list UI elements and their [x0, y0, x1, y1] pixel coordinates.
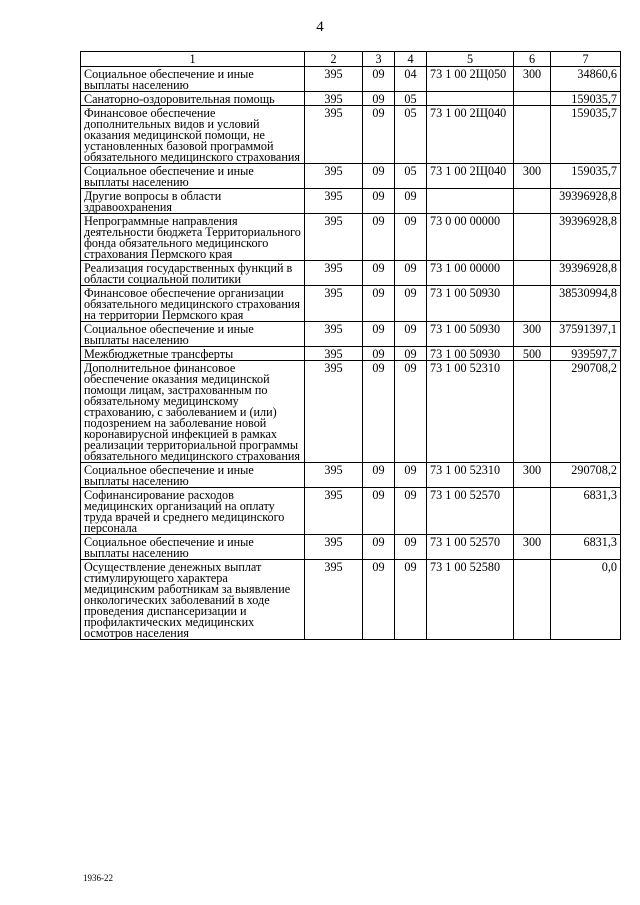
cell-subsection-code: 05 — [395, 164, 427, 189]
cell-section-code: 09 — [363, 560, 395, 640]
header-cell-sum: 7 — [551, 52, 621, 67]
cell-name: Софинансирование расходов медицинских организаций на оплату труда врачей и среднего медицинского персонала — [81, 488, 305, 535]
cell-grbs-code: 395 — [305, 488, 363, 535]
table-row — [81, 106, 621, 164]
table-row — [81, 214, 621, 261]
cell-grbs-code: 395 — [305, 92, 363, 106]
cell-amount: 939597,7 — [551, 347, 621, 361]
cell-amount: 6831,3 — [551, 488, 621, 535]
cell-target-article-code — [427, 189, 514, 214]
budget-table — [80, 51, 621, 640]
table-row — [81, 560, 621, 640]
table-row — [81, 322, 621, 347]
cell-expense-type-code: 500 — [514, 347, 551, 361]
cell-subsection-code: 09 — [395, 322, 427, 347]
cell-grbs-code: 395 — [305, 67, 363, 92]
table-row — [81, 92, 621, 106]
cell-target-article-code: 73 1 00 00000 — [427, 261, 514, 286]
cell-expense-type-code: 300 — [514, 164, 551, 189]
cell-target-article-code: 73 1 00 52310 — [427, 463, 514, 488]
cell-expense-type-code — [514, 106, 551, 164]
cell-section-code: 09 — [363, 286, 395, 322]
cell-expense-type-code — [514, 92, 551, 106]
cell-grbs-code: 395 — [305, 361, 363, 463]
header-row — [81, 52, 621, 67]
cell-subsection-code: 09 — [395, 560, 427, 640]
header-cell-csr: 5 — [427, 52, 514, 67]
cell-expense-type-code — [514, 488, 551, 535]
cell-subsection-code: 09 — [395, 488, 427, 535]
header-cell-name: 1 — [81, 52, 305, 67]
cell-grbs-code: 395 — [305, 347, 363, 361]
table-row — [81, 261, 621, 286]
cell-name: Санаторно-оздоровительная помощь — [81, 92, 305, 106]
cell-section-code: 09 — [363, 361, 395, 463]
cell-section-code: 09 — [363, 214, 395, 261]
cell-target-article-code — [427, 92, 514, 106]
cell-name: Реализация государственных функций в области социальной политики — [81, 261, 305, 286]
cell-amount: 290708,2 — [551, 463, 621, 488]
cell-amount: 39396928,8 — [551, 214, 621, 261]
cell-grbs-code: 395 — [305, 286, 363, 322]
cell-amount: 38530994,8 — [551, 286, 621, 322]
cell-target-article-code: 73 1 00 2Щ040 — [427, 164, 514, 189]
cell-amount: 159035,7 — [551, 92, 621, 106]
cell-section-code: 09 — [363, 67, 395, 92]
cell-amount: 34860,6 — [551, 67, 621, 92]
cell-expense-type-code — [514, 286, 551, 322]
cell-target-article-code: 73 1 00 50930 — [427, 347, 514, 361]
cell-target-article-code: 73 1 00 2Щ040 — [427, 106, 514, 164]
cell-amount: 37591397,1 — [551, 322, 621, 347]
cell-expense-type-code: 300 — [514, 535, 551, 560]
cell-section-code: 09 — [363, 164, 395, 189]
cell-expense-type-code — [514, 261, 551, 286]
cell-target-article-code: 73 1 00 52310 — [427, 361, 514, 463]
table-row — [81, 189, 621, 214]
cell-section-code: 09 — [363, 488, 395, 535]
cell-subsection-code: 09 — [395, 261, 427, 286]
cell-section-code: 09 — [363, 322, 395, 347]
cell-name: Финансовое обеспечение дополнительных видов и условий оказания медицинской помощи, не установленных базовой программой обязательного медицинского страхования — [81, 106, 305, 164]
table-row — [81, 488, 621, 535]
cell-name: Непрограммные направления деятельности бюджета Территориального фонда обязательного медицинского страхования Пермского края — [81, 214, 305, 261]
cell-section-code: 09 — [363, 347, 395, 361]
table-row — [81, 361, 621, 463]
cell-subsection-code: 09 — [395, 463, 427, 488]
table-row — [81, 164, 621, 189]
cell-target-article-code: 73 1 00 50930 — [427, 286, 514, 322]
cell-subsection-code: 09 — [395, 361, 427, 463]
header-cell-rz: 3 — [363, 52, 395, 67]
cell-grbs-code: 395 — [305, 189, 363, 214]
cell-expense-type-code — [514, 361, 551, 463]
cell-grbs-code: 395 — [305, 164, 363, 189]
cell-name: Осуществление денежных выплат стимулирующего характера медицинским работникам за выявление онкологических заболеваний в ходе проведения диспансеризации и профилактических медицинских осмотров населения — [81, 560, 305, 640]
cell-amount: 6831,3 — [551, 535, 621, 560]
cell-subsection-code: 05 — [395, 92, 427, 106]
cell-name: Финансовое обеспечение организации обязательного медицинского страхования на территории Пермского края — [81, 286, 305, 322]
cell-section-code: 09 — [363, 106, 395, 164]
table-row — [81, 463, 621, 488]
cell-grbs-code: 395 — [305, 322, 363, 347]
table-row — [81, 67, 621, 92]
cell-amount: 159035,7 — [551, 164, 621, 189]
cell-expense-type-code: 300 — [514, 322, 551, 347]
cell-grbs-code: 395 — [305, 535, 363, 560]
header-cell-grbs: 2 — [305, 52, 363, 67]
cell-grbs-code: 395 — [305, 463, 363, 488]
table-row — [81, 347, 621, 361]
cell-section-code: 09 — [363, 92, 395, 106]
cell-section-code: 09 — [363, 535, 395, 560]
header-cell-vr: 6 — [514, 52, 551, 67]
cell-amount: 0,0 — [551, 560, 621, 640]
cell-section-code: 09 — [363, 261, 395, 286]
cell-target-article-code: 73 1 00 2Щ050 — [427, 67, 514, 92]
table-row — [81, 286, 621, 322]
cell-name: Социальное обеспечение и иные выплаты населению — [81, 164, 305, 189]
cell-grbs-code: 395 — [305, 560, 363, 640]
cell-subsection-code: 09 — [395, 189, 427, 214]
cell-target-article-code: 73 0 00 00000 — [427, 214, 514, 261]
cell-amount: 159035,7 — [551, 106, 621, 164]
cell-name: Социальное обеспечение и иные выплаты населению — [81, 535, 305, 560]
cell-name: Социальное обеспечение и иные выплаты населению — [81, 463, 305, 488]
cell-section-code: 09 — [363, 463, 395, 488]
cell-expense-type-code: 300 — [514, 67, 551, 92]
cell-grbs-code: 395 — [305, 214, 363, 261]
cell-name: Социальное обеспечение и иные выплаты населению — [81, 322, 305, 347]
cell-name: Другие вопросы в области здравоохранения — [81, 189, 305, 214]
cell-subsection-code: 09 — [395, 347, 427, 361]
cell-amount: 290708,2 — [551, 361, 621, 463]
cell-amount: 39396928,8 — [551, 189, 621, 214]
cell-subsection-code: 09 — [395, 286, 427, 322]
header-cell-pr: 4 — [395, 52, 427, 67]
cell-target-article-code: 73 1 00 50930 — [427, 322, 514, 347]
footer-document-code: 1936-22 — [83, 873, 113, 883]
cell-expense-type-code — [514, 189, 551, 214]
cell-amount: 39396928,8 — [551, 261, 621, 286]
cell-target-article-code: 73 1 00 52570 — [427, 535, 514, 560]
cell-target-article-code: 73 1 00 52570 — [427, 488, 514, 535]
cell-target-article-code: 73 1 00 52580 — [427, 560, 514, 640]
cell-subsection-code: 05 — [395, 106, 427, 164]
cell-expense-type-code — [514, 214, 551, 261]
cell-name: Социальное обеспечение и иные выплаты населению — [81, 67, 305, 92]
cell-grbs-code: 395 — [305, 261, 363, 286]
cell-section-code: 09 — [363, 189, 395, 214]
cell-subsection-code: 09 — [395, 535, 427, 560]
cell-grbs-code: 395 — [305, 106, 363, 164]
cell-subsection-code: 04 — [395, 67, 427, 92]
page-number: 4 — [316, 19, 324, 35]
cell-expense-type-code — [514, 560, 551, 640]
cell-name: Дополнительное финансовое обеспечение оказания медицинской помощи лицам, застрахованным по обязательному медицинскому страхованию, с заболеванием и (или) подозрением на заболевание новой коронавирусной инфекцией в рамках реализации территориальной программы обязательного медицинского страхования — [81, 361, 305, 463]
table-row — [81, 535, 621, 560]
cell-name: Межбюджетные трансферты — [81, 347, 305, 361]
cell-expense-type-code: 300 — [514, 463, 551, 488]
cell-subsection-code: 09 — [395, 214, 427, 261]
